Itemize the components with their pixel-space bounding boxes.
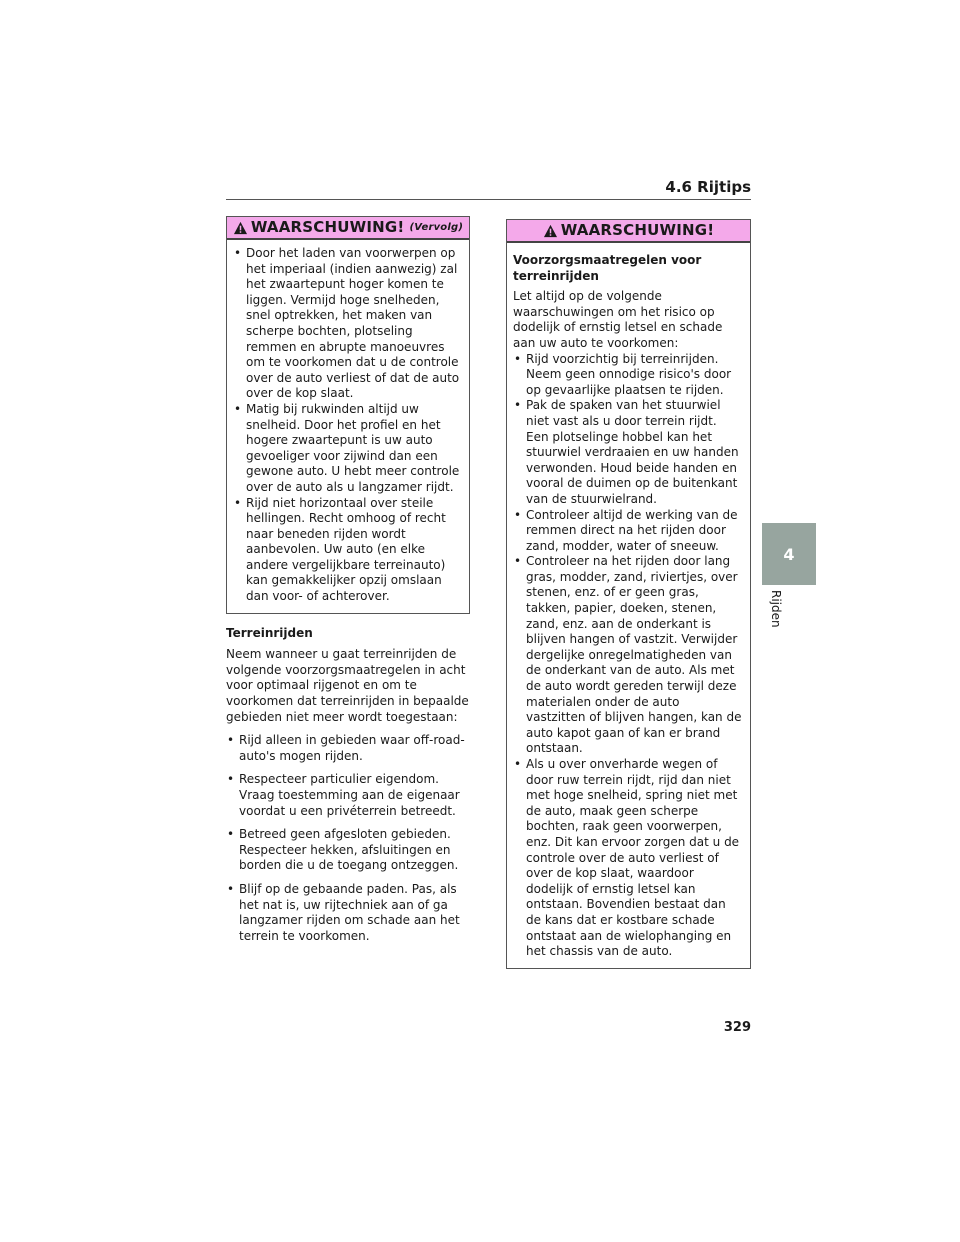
list-item: • Rijd voorzichtig bij terreinrijden. Neem geen onnodige risico's door op gevaarlijke plaatsen te rijden.	[513, 352, 742, 399]
warning-body	[227, 240, 469, 613]
chapter-label: Rijden	[769, 590, 783, 628]
header-divider	[226, 199, 751, 200]
page-number: 329	[723, 1020, 751, 1035]
left-column	[226, 216, 470, 952]
list-item: • Matig bij rukwinden altijd uw snelheid. Door het profiel en het hogere zwaartepunt is uw auto gevoeliger voor zijwind dan een gewone auto. U hebt meer controle over de auto als u langzamer rijdt.	[233, 402, 461, 496]
list-item: • Als u over onverharde wegen of door ruw terrein rijdt, rijd dan niet met hoge snelheid, spring niet met de auto, maak geen scherpe bochten, raak geen voorwerpen, enz. Dit kan ervoor zorgen dat u de controle over de auto verliest of over de kop slaat, waardoor dodelijk of ernstig letsel kan ontstaan. Bovendien bestaat dan de kans dat er kostbare schade ontstaat aan de wielophanging en het chassis van de auto.	[513, 757, 742, 960]
warning-list	[513, 352, 742, 960]
warning-list	[233, 246, 461, 605]
section-title: Terreinrijden	[226, 625, 313, 640]
warning-triangle-icon	[543, 224, 558, 238]
warning-title: WAARSCHUWING!	[250, 217, 405, 236]
list-item: • Rijd niet horizontaal over steile hellingen. Recht omhoog of recht naar beneden rijden wordt aanbevolen. Uw auto (en elke andere vergelijkbare terreinauto) kan gemakkelijker opzij omslaan dan voor- of achterover.	[233, 496, 461, 605]
warning-box-continued	[226, 216, 470, 614]
warning-body	[507, 243, 750, 968]
list-item: • Respecteer particulier eigendom. Vraag toestemming aan de eigenaar voordat u een privéterrein betreedt.	[226, 772, 470, 819]
intro-paragraph: Neem wanneer u gaat terreinrijden de volgende voorzorgsmaatregelen in acht voor optimaal rijgenot en om te voorkomen dat terreinrijden in bepaalde gebieden niet meer wordt toegestaan:	[226, 647, 469, 724]
terrain-list	[226, 733, 470, 944]
warning-header	[507, 220, 750, 243]
list-item: • Pak de spaken van het stuurwiel niet vast als u door terrein rijdt. Een plotselinge hobbel kan het stuurwiel verdraaien en uw handen verwonden. Houd beide handen en vooral de duimen op de buitenkant van de stuurwielrand.	[513, 398, 742, 507]
continued-label: (Vervolg)	[409, 221, 464, 233]
list-item: • Controleer altijd de werking van de remmen direct na het rijden door zand, modder, water of sneeuw.	[513, 508, 742, 555]
warning-title: WAARSCHUWING!	[560, 220, 715, 239]
right-column	[506, 219, 751, 969]
warning-intro: Let altijd op de volgende waarschuwingen om het risico op dodelijk of ernstig letsel en schade aan uw auto te voorkomen:	[513, 289, 723, 350]
warning-heading: Voorzorgsmaatregelen voor terreinrijden	[513, 253, 702, 283]
list-item: • Betreed geen afgesloten gebieden. Respecteer hekken, afsluitingen en borden die u de toegang ontzeggen.	[226, 827, 470, 874]
warning-triangle-icon	[233, 221, 248, 235]
list-item: • Blijf op de gebaande paden. Pas, als het nat is, uw rijtechniek aan of ga langzamer rijden om schade aan het terrein te voorkomen.	[226, 882, 470, 944]
list-item: • Controleer na het rijden door lang gras, modder, zand, riviertjes, over stenen, enz. of er geen gras, takken, papier, doeken, stenen, zand, enz. aan de onderkant is blijven hangen of vastzit. Verwijder dergelijke onregelmatigheden van de onderkant van de auto. Als met de auto wordt gereden terwijl deze materialen onder de auto vastzitten of blijven hangen, kan de auto kapot gaan of kan er brand ontstaan.	[513, 554, 742, 757]
warning-box	[506, 219, 751, 969]
list-item: • Door het laden van voorwerpen op het imperiaal (indien aanwezig) zal het zwaartepunt hoger komen te liggen. Vermijd hoge snelheden, snel optrekken, het maken van scherpe bochten, plotseling remmen en abrupte manoeuvres om te voorkomen dat u de controle over de auto verliest of dat de auto over de kop slaat.	[233, 246, 461, 402]
chapter-tab[interactable]: 4	[762, 523, 816, 585]
section-header: 4.6 Rijtips	[665, 178, 751, 196]
warning-header	[227, 217, 469, 240]
list-item: • Rijd alleen in gebieden waar off-road-auto's mogen rijden.	[226, 733, 470, 764]
